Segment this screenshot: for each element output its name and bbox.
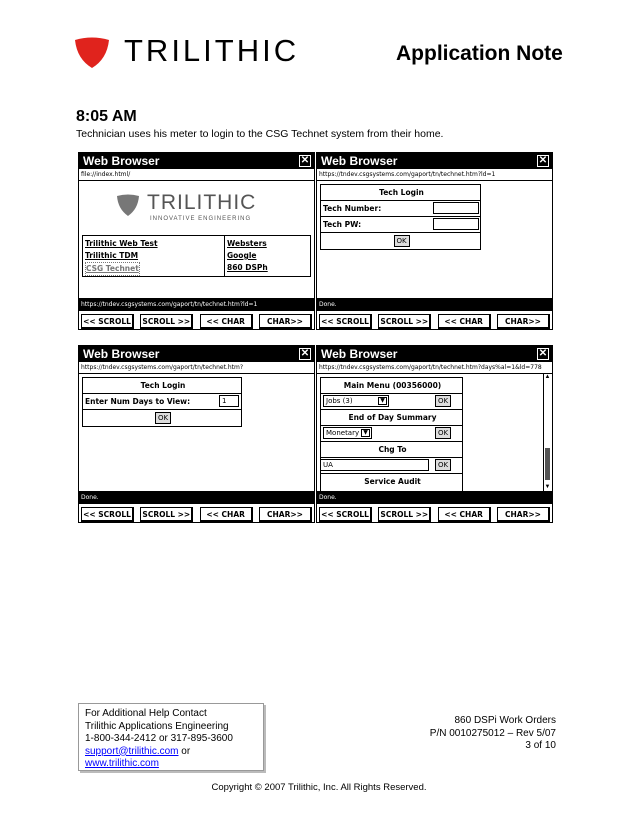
window-title-bar [317, 346, 552, 362]
help-email-line [85, 746, 257, 759]
browser-screen-tech-login [316, 152, 553, 330]
page-logo-word: TRILITHIC [147, 191, 257, 214]
nav-button-row [79, 311, 314, 330]
document-name: 860 DSPi Work Orders [454, 715, 556, 726]
tech-pw-row [321, 217, 480, 233]
page-content [317, 181, 552, 298]
ok-button[interactable]: OK [155, 412, 171, 424]
chg-row [321, 458, 462, 474]
link-websters[interactable]: Websters [227, 239, 267, 248]
nav-button-row [79, 504, 314, 523]
main-menu-title: Main Menu (00356000) [321, 378, 462, 394]
page-logo-tagline: INNOVATIVE ENGINEERING [150, 216, 252, 222]
links-column-left [83, 236, 225, 276]
help-heading: For Additional Help Contact [85, 708, 207, 719]
help-department: Trilithic Applications Engineering [85, 720, 229, 732]
days-label: Enter Num Days to View: [85, 397, 191, 406]
shield-logo-icon [117, 194, 139, 216]
monetary-row [321, 426, 462, 442]
chg-ok-button[interactable]: OK [435, 459, 451, 471]
scroll-left-button[interactable]: << SCROLL [319, 314, 372, 329]
brand-wordmark: TRILITHIC [124, 33, 300, 68]
part-number: P/N 0010275012 – Rev 5/07 [429, 727, 556, 739]
close-icon[interactable]: ✕ [300, 348, 310, 359]
document-info [430, 715, 556, 753]
help-contact-box [78, 703, 264, 771]
link-trilithic-tdm[interactable]: Trilithic TDM [85, 251, 139, 260]
address-bar[interactable]: file://index.html/ [79, 169, 314, 181]
links-table [82, 235, 311, 277]
copyright-notice: Copyright © 2007 Trilithic, Inc. All Rights Reserved. [211, 782, 427, 793]
window-title: Web Browser [321, 347, 398, 361]
status-bar: Done. [317, 298, 552, 311]
jobs-row [321, 394, 462, 410]
status-bar: Done. [317, 491, 552, 504]
help-phone: 1-800-344-2412 or 317-895-3600 [85, 733, 233, 744]
help-email-link[interactable]: support@trilithic.com [85, 745, 179, 757]
days-row [83, 394, 241, 410]
status-bar: https://tndev.csgsystems.com/gaport/tn/technet.htm?ld=1 [79, 298, 314, 311]
scroll-right-button[interactable]: SCROLL >> [140, 314, 193, 329]
address-bar[interactable]: https://tndev.csgsystems.com/gaport/tn/technet.htm?days%al=1&ld=778 [317, 362, 552, 374]
window-title-bar [79, 153, 314, 169]
document-type-title: Application Note [396, 42, 563, 65]
form-title: Tech Login [83, 378, 241, 394]
ok-button[interactable]: OK [394, 235, 410, 247]
char-right-button[interactable]: CHAR>> [259, 507, 312, 522]
trilithic-logo-icon [75, 37, 109, 68]
chg-input[interactable]: UA [321, 459, 429, 471]
tech-number-input[interactable] [433, 202, 479, 214]
jobs-select-value: Jobs (3) [326, 397, 353, 405]
address-bar[interactable]: https://tndev.csgsystems.com/gaport/tn/technet.htm?ld=1 [317, 169, 552, 181]
help-or: or [181, 745, 191, 757]
char-left-button[interactable]: << CHAR [438, 314, 491, 329]
scroll-left-button[interactable]: << SCROLL [81, 314, 134, 329]
submit-row [83, 410, 241, 426]
section-time-heading: 8:05 AM [76, 108, 137, 125]
tech-number-label: Tech Number: [323, 204, 382, 213]
scroll-up-icon[interactable]: ▲ [544, 374, 551, 380]
char-left-button[interactable]: << CHAR [200, 507, 253, 522]
eod-title: End of Day Summary [321, 410, 462, 426]
monetary-select-value: Monetary [326, 429, 360, 437]
tech-number-row [321, 201, 480, 217]
close-icon[interactable]: ✕ [538, 348, 548, 359]
window-title: Web Browser [83, 347, 160, 361]
section-description: Technician uses his meter to login to the CSG Technet system from their home. [76, 128, 444, 140]
tech-login-form [82, 377, 242, 427]
page-logo [117, 191, 282, 224]
char-right-button[interactable]: CHAR>> [497, 507, 550, 522]
days-input[interactable]: 1 [219, 395, 239, 407]
page-content [317, 374, 552, 491]
char-right-button[interactable]: CHAR>> [497, 314, 550, 329]
window-title: Web Browser [83, 154, 160, 168]
jobs-select[interactable] [323, 395, 389, 407]
submit-row [321, 233, 480, 249]
browser-screen-main-menu [316, 345, 553, 523]
page-content [79, 181, 314, 298]
window-title-bar [317, 153, 552, 169]
chevron-down-icon: ▼ [361, 429, 370, 437]
chevron-down-icon: ▼ [378, 397, 387, 405]
scroll-thumb[interactable] [545, 448, 550, 480]
link-google[interactable]: Google [227, 251, 257, 260]
help-web-line [85, 758, 257, 771]
tech-pw-input[interactable] [433, 218, 479, 230]
status-bar: Done. [79, 491, 314, 504]
link-csg-technet[interactable]: CSG Technet [85, 262, 140, 276]
char-left-button[interactable]: << CHAR [438, 507, 491, 522]
jobs-ok-button[interactable]: OK [435, 395, 451, 407]
links-column-right [225, 236, 310, 276]
browser-screen-days [78, 345, 315, 523]
scroll-left-button[interactable]: << SCROLL [81, 507, 134, 522]
help-web-link[interactable]: www.trilithic.com [85, 758, 159, 769]
char-left-button[interactable]: << CHAR [200, 314, 253, 329]
tech-login-form [320, 184, 481, 250]
page-content [79, 374, 314, 491]
char-right-button[interactable]: CHAR>> [259, 314, 312, 329]
scroll-right-button[interactable]: SCROLL >> [378, 314, 431, 329]
link-860-dsph[interactable]: 860 DSPh [227, 263, 268, 272]
address-bar[interactable]: https://tndev.csgsystems.com/gaport/tn/technet.htm? [79, 362, 314, 374]
scroll-down-icon[interactable]: ▼ [544, 484, 551, 490]
close-icon[interactable]: ✕ [300, 155, 310, 166]
close-icon[interactable]: ✕ [538, 155, 548, 166]
audit-title: Service Audit [364, 477, 421, 486]
form-title: Tech Login [321, 185, 480, 201]
scroll-right-button[interactable]: SCROLL >> [140, 507, 193, 522]
chg-title: Chg To [321, 442, 462, 458]
link-trilithic-web-test[interactable]: Trilithic Web Test [85, 239, 158, 248]
nav-button-row [317, 311, 552, 330]
window-title-bar [79, 346, 314, 362]
monetary-select[interactable] [323, 427, 372, 439]
vertical-scrollbar[interactable] [543, 374, 551, 491]
main-menu-form [320, 377, 463, 491]
scroll-right-button[interactable]: SCROLL >> [378, 507, 431, 522]
page-number: 3 of 10 [525, 740, 556, 751]
window-title: Web Browser [321, 154, 398, 168]
browser-screen-index [78, 152, 315, 330]
tech-pw-label: Tech PW: [323, 220, 362, 229]
nav-button-row [317, 504, 552, 523]
scroll-left-button[interactable]: << SCROLL [319, 507, 372, 522]
monetary-ok-button[interactable]: OK [435, 427, 451, 439]
